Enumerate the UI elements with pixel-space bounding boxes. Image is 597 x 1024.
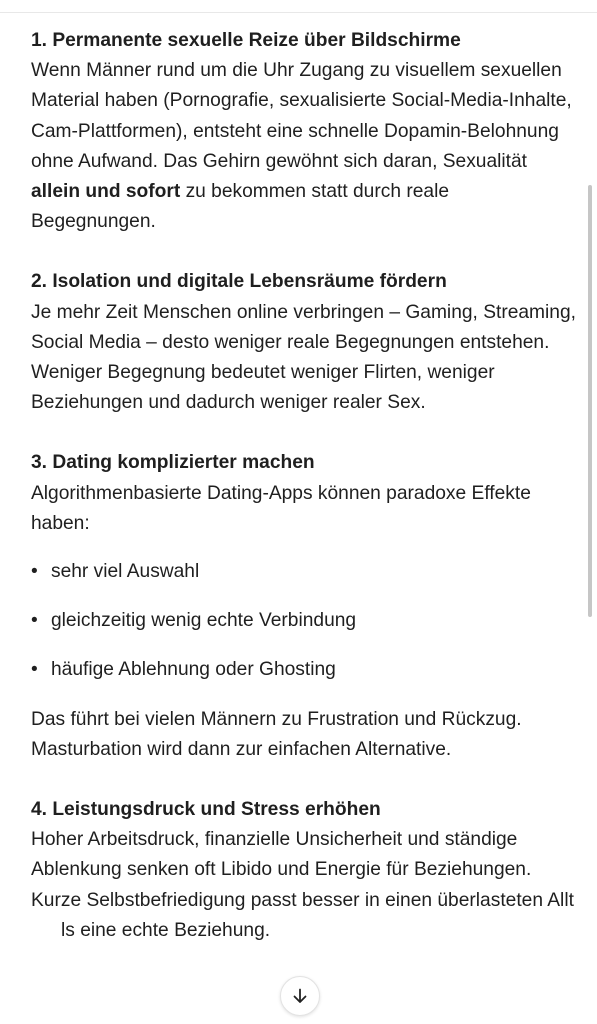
section-paragraph <box>31 825 576 946</box>
section-4 <box>31 795 576 946</box>
bullet-dot: • <box>31 561 38 583</box>
section-heading: 1. Permanente sexuelle Reize über Bildschirme <box>31 30 461 51</box>
arrow-down-icon <box>291 987 309 1005</box>
list-item <box>31 655 576 685</box>
section-heading: 2. Isolation und digitale Lebensräume fördern <box>31 271 447 293</box>
paragraph-text: Wenn Männer rund um die Uhr Zugang zu visuellem sexuellen Material haben (Pornografie, sexualisierte Social-Media-Inhalte, Cam-Plattformen), entsteht eine schnelle Dopamin-Belohnung ohne Aufwand. Das Gehirn gewöhnt sich daran, Sexualität <box>31 60 572 172</box>
list-item <box>31 557 576 587</box>
response-content <box>31 26 576 946</box>
paragraph-text: ls eine echte Beziehung. <box>61 919 271 941</box>
list-item-text: sehr viel Auswahl <box>51 561 200 583</box>
section-1 <box>31 26 576 237</box>
section-paragraph: Das führt bei vielen Männern zu Frustration und Rückzug. Masturbation wird dann zur einfachen Alternative. <box>31 708 522 760</box>
section-3 <box>31 448 576 765</box>
bullet-list <box>31 557 576 686</box>
paragraph-text: zu bekommen statt durch reale Begegnungen. <box>31 181 450 233</box>
bullet-dot: • <box>31 659 38 681</box>
paragraph-text: Hoher Arbeitsdruck, finanzielle Unsicherheit und ständige Ablenkung senken oft Libido und Energie für Beziehungen. Kurze Selbstbefriedigung passt besser in einen überlasteten Allt <box>31 829 574 911</box>
section-paragraph <box>31 56 576 237</box>
bullet-dot: • <box>31 610 38 632</box>
section-2 <box>31 267 576 418</box>
section-paragraph: Algorithmenbasierte Dating-Apps können paradoxe Effekte haben: <box>31 482 531 534</box>
vertical-scrollbar[interactable] <box>588 185 592 617</box>
section-heading: 4. Leistungsdruck und Stress erhöhen <box>31 799 381 821</box>
list-item <box>31 606 576 636</box>
top-divider <box>0 12 597 13</box>
section-heading: 3. Dating komplizierter machen <box>31 452 315 474</box>
scroll-to-bottom-button[interactable] <box>280 976 320 1016</box>
section-paragraph: Je mehr Zeit Menschen online verbringen – Gaming, Streaming, Social Media – desto weniger reale Begegnungen entstehen. Weniger Begegnung bedeutet weniger Flirten, weniger Beziehungen und dadurch weniger realer Sex. <box>31 301 576 414</box>
list-item-text: gleichzeitig wenig echte Verbindung <box>51 610 357 632</box>
emphasis-text: allein und sofort <box>31 181 181 203</box>
list-item-text: häufige Ablehnung oder Ghosting <box>51 659 336 681</box>
